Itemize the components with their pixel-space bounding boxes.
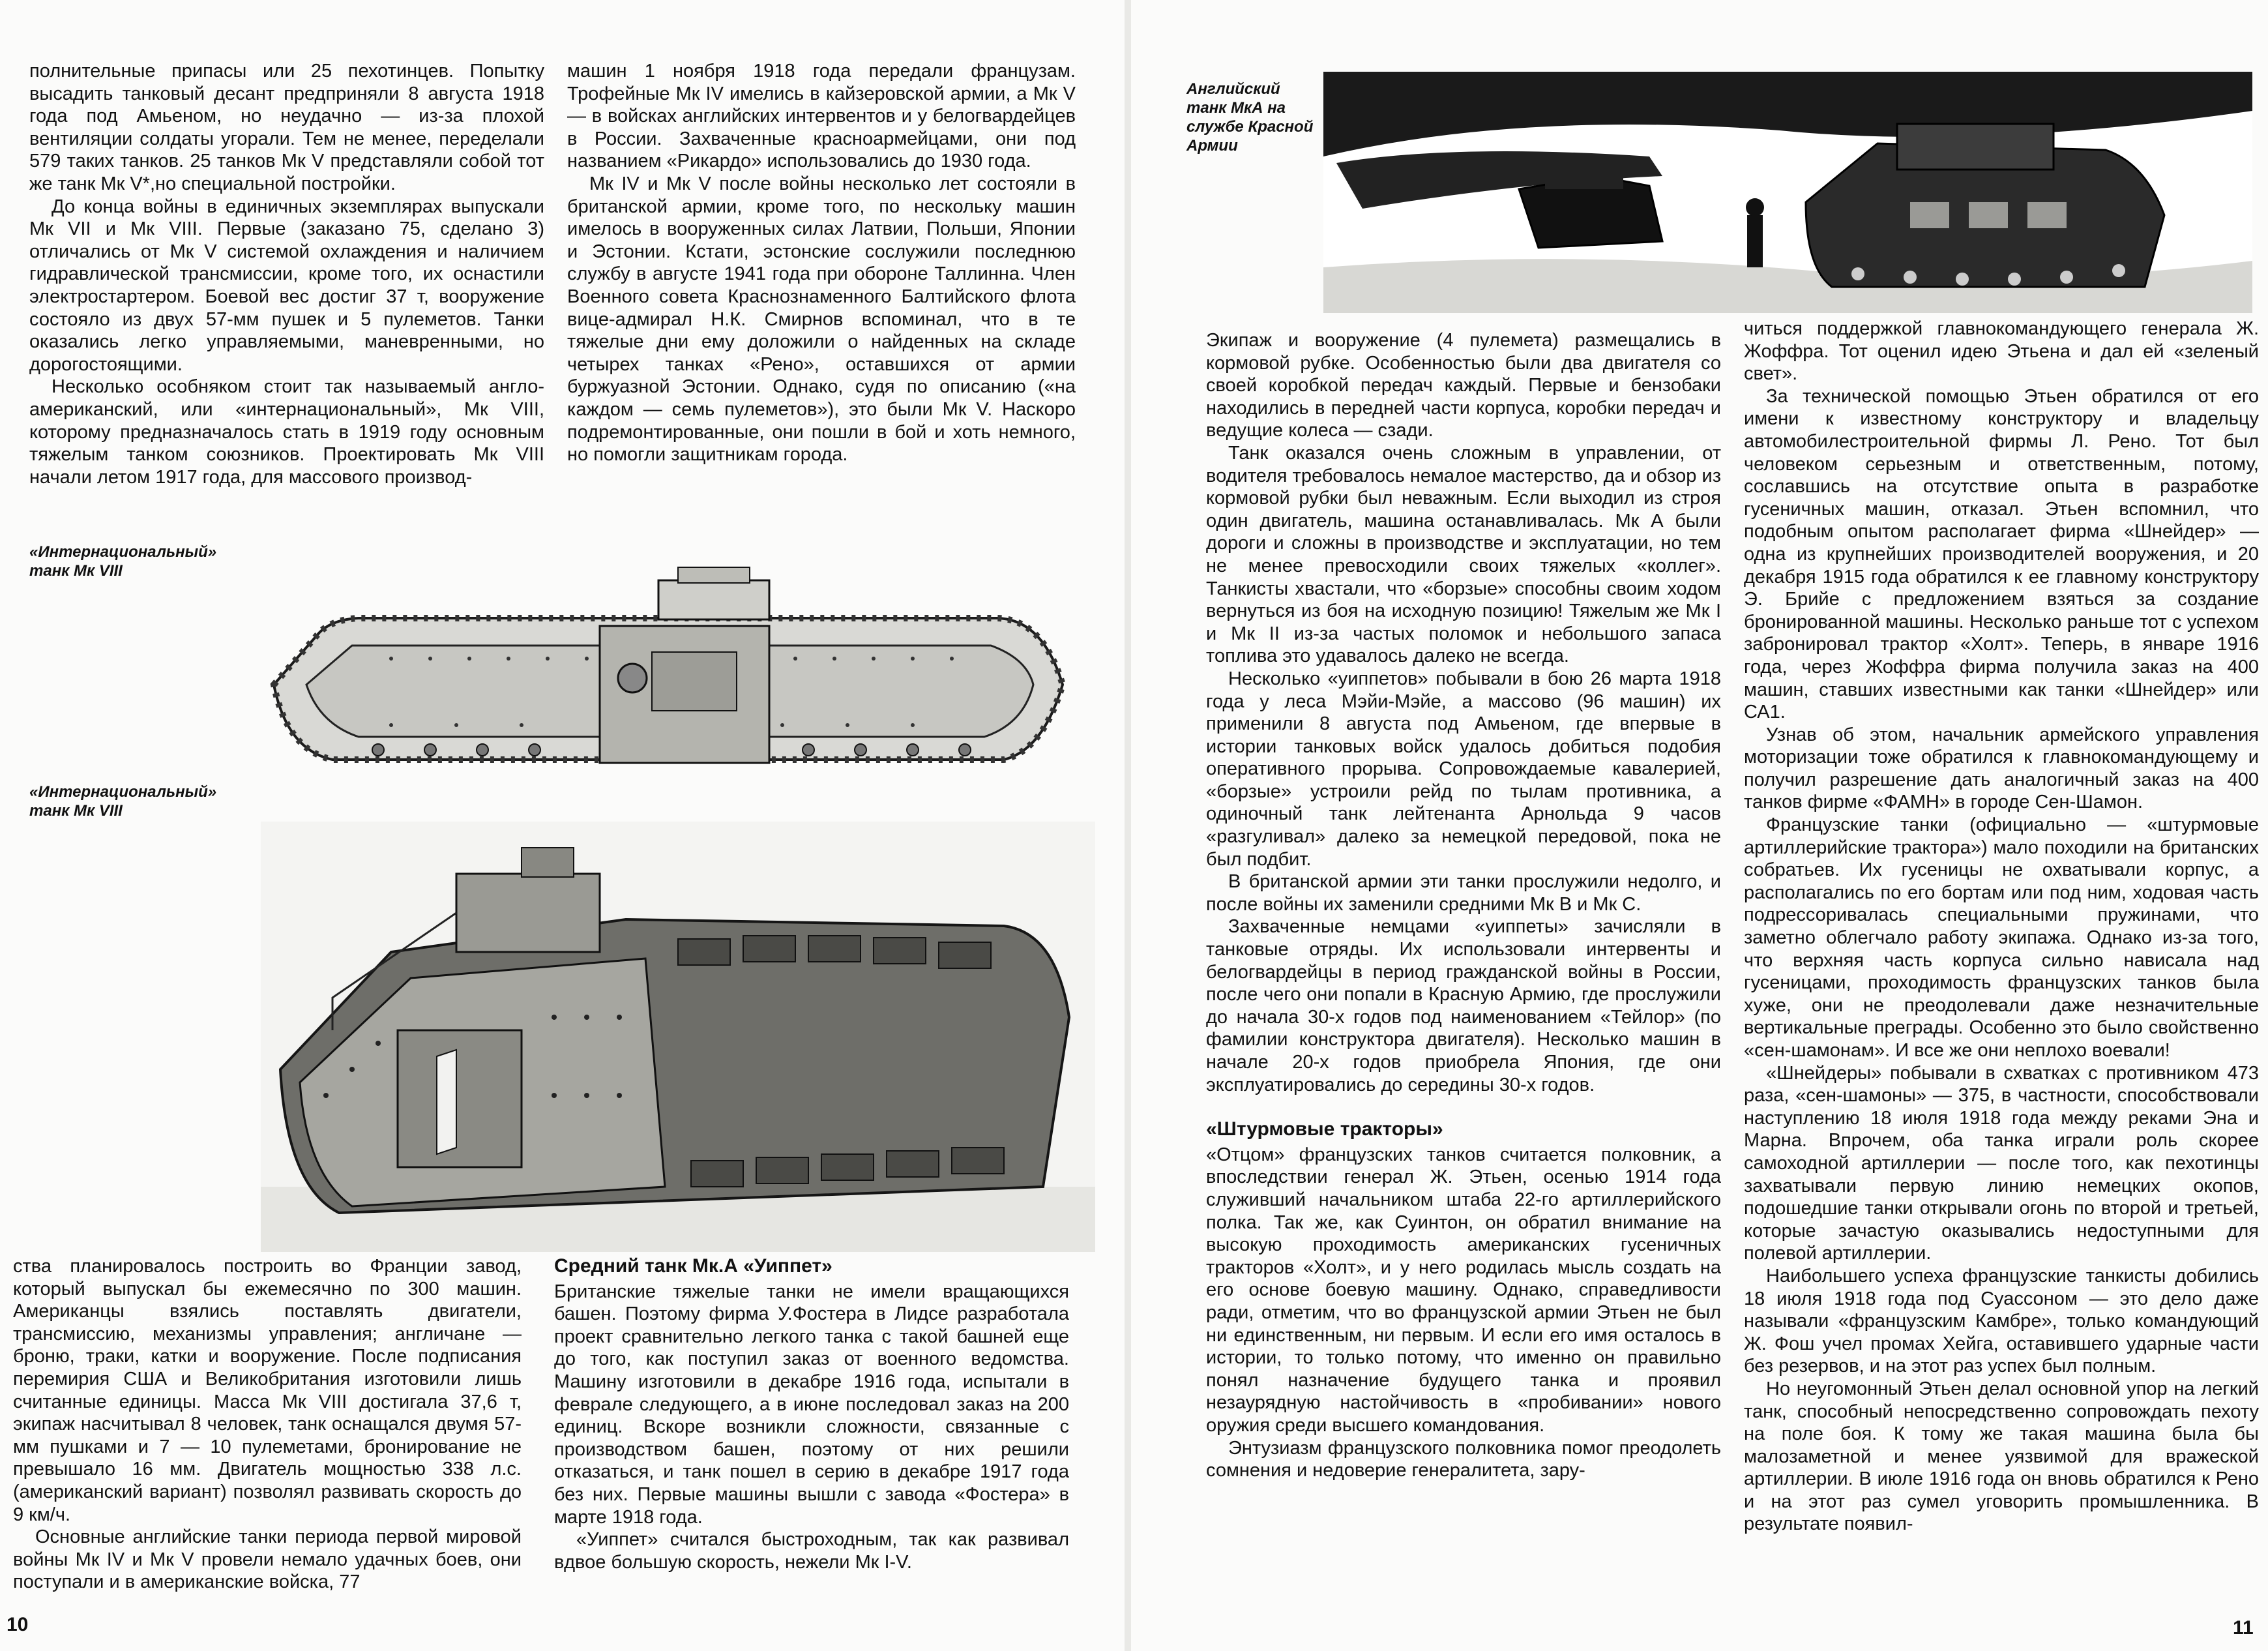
paragraph: Мк IV и Мк V после войны несколько лет состояли в британской армии, кроме того, по нескольку машин имелось в вооруженных силах Латвии, Польши, Японии и Эстонии. Кстати, эстонские сослужили последнюю службу в августе 1941 года при обороне Таллинна. Член Военного совета Краснознаменного Балтийского флота вице-адмирал Н.К. Смирнов вспоминал, что в те тяжелые дни ему доложили о найденных на складе четырех танках «Рено», оставшихся от армии буржуазной Эстонии. Однако, судя по описанию («на каждом — семь пулеметов»), это были Мк V. Наскоро подремонтированные, они пошли в бой и хоть немного, но помогли защитникам города. [567,173,1076,466]
left-page [0,0,1125,1651]
paragraph: В британской армии эти танки прослужили недолго, и после войны их заменили средними Мк В и Мк С. [1206,871,1721,915]
left-col2-bottom [554,1255,1069,1594]
paragraph: Захваченные немцами «уиппеты» зачисляли в танковые отряды. Их использовали интервенты и белогвардейцы в период гражданской войны в России, после чего они попали в Красную Армию, где прослужили до начала 30-х годов под наименованием «Тейлор» (по фамилии конструктора двигателя). Несколько машин в начале 20-х годов приобрела Япония, где они эксплуатировались до середины 30-х годов. [1206,916,1721,1095]
right-page [1131,0,2268,1651]
paragraph: Энтузиазм французского полковника помог преодолеть сомнения и недоверие генералитета, зару- [1206,1437,1721,1481]
left-col1-bottom [13,1255,522,1594]
paragraph: Экипаж и вооружение (4 пулемета) размещались в кормовой рубке. Особенностью были два двигателя со своей коробкой передач каждый. Первые и бензобаки находились в передней части корпуса, коробки передач и ведущие колеса — сзади. [1206,330,1721,441]
paragraph: До конца войны в единичных экземплярах выпускали Мк VII и Мк VIII. Первые (заказано 75, сделано 3) отличались от Мк V системой охлаждения и наличием гидравлической трансмиссии, кроме того, их оснастили электростартером. Боевой вес достиг 37 т, вооружение состояло из двух 57-мм пушек и 5 пулеметов. Танки оказались легко управляемыми, маневренными, но дорогостоящими. [29,196,544,375]
paragraph: «Уиппет» считался быстроходным, так как развивал вдвое большую скорость, нежели Мк I-V. [554,1529,1069,1573]
paragraph: Британские тяжелые танки не имели вращающихся башен. Поэтому фирма У.Фостера в Лидсе разработала проект сравнительно легкого танка с такой башней еще до того, как поступил заказ от военного ведомства. Машину изготовили в декабре 1916 года, испытали в феврале следующего, а в июне последовал заказ на 200 единиц. Вскоре возникли сложности, связанные с производством башен, поэтому от них решили отказаться, и танк пошел в серию в декабре 1917 года без них. Первые машины вышли с завода «Фостера» в марте 1918 года. [554,1281,1069,1528]
paragraph: Танк оказался очень сложным в управлении, от водителя требовалось немалое мастерство, да и обзор из кормовой рубки был неважным. Если выходил из строя один двигатель, машина останавливалась. Мк А были дороги и сложны в производстве и эксплуатации, но тем не менее превосходили своих тяжелых «коллег». Танкисты хвастали, что «борзые» способны своим ходом вернуться из боя на исходную позицию! Тяжелым же Мк I и Мк II из-за частых поломок и небольшого запаса топлива это удавалось далеко не всегда. [1206,442,1721,667]
section-heading-assault-tractors: «Штурмовые тракторы» [1206,1118,1443,1140]
page-gutter [1125,0,1131,1651]
paragraph: Французские танки (официально — «штурмовые артиллерийские трактора») мало походили на британских собратьев. Их гусеницы не охватывали корпус, а располагались по его бортам или под ним, ходовая часть подрессоривалась специальными пружинами, что заметно облегчало работу экипажа. Однако из-за того, что верхняя часть корпуса сильно нависала над гусеницами, проходимость французских танков была хуже, они не преодолевали даже незначительные вертикальные преграды. Особенно это было свойственно «сен-шамонам». И все же они неплохо воевали! [1744,814,2259,1061]
paragraph: Несколько «уиппетов» побывали в бою 26 марта 1918 года у леса Мэйи-Мэйе, а массово (96 машин) их применили 8 августа под Амьеном, где впервые в истории танковых войск удалось добиться подобия оперативного прорыва. Сопровождаемые кавалерией, «борзые» устроили рейд по тылам противника, а одиночный танк лейтенанта Арнольда 9 часов «разгуливал» далеко за немецкой передовой, пока не был подбит. [1206,668,1721,870]
paragraph: Несколько особняком стоит так называемый англо-американский, или «интернациональный», Мк VIII, которому предназначалось стать в 1919 году основным тяжелым танком союзников. Проектировать Мк VIII начали летом 1917 года, для массового производ- [29,376,544,488]
paragraph: Основные английские танки периода первой мировой войны Мк IV и Мк V провели немало удачных боев, они поступали и в американские войска, 77 [13,1526,522,1593]
mka-photo-caption: Английский танк МкА на службе Красной Армии [1186,80,1314,155]
paragraph: За технической помощью Этьен обратился от его имени к известному конструктору и владельцу автомобилестроительной фирмы Л. Рено. Тот был человеком серьезным и ответственным, потому, сославшись на отсутствие опыта в разработке гусеничных машин, отказал. Этьен вспомнил, что подобным опытом располагает фирма «Шнейдер» — одна из крупнейших производителей вооружения, и 20 декабря 1915 года обратился к ее главному конструктору Э. Брийе с предложением взяться за создание бронированной машины. Несколько раньше тот с успехом забронировал трактор «Холт». Теперь, в январе 1916 года, через Жоффра фирма получила заказ на 400 машин, ставших известными как танки «Шнейдер» или СА1. [1744,385,2259,723]
mk8-caption-2: «Интернациональный» танк Мк VIII [29,783,217,820]
mk8-caption-1: «Интернациональный» танк Мк VIII [29,543,217,580]
paragraph: Но неугомонный Этьен делал основной упор на легкий танк, способный непосредственно сопровождать пехоту на поле боя. К тому же такая машина была бы малозаметной и менее уязвимой для вражеской артиллерии. В июле 1916 года он вновь обратился к Рено и на этот раз сумел уговорить промышленника. В результате появил- [1744,1378,2259,1535]
right-col1 [1206,329,1721,1627]
paragraph: ства планировалось построить во Франции завод, который выпускал бы ежемесячно по 300 машин. Американцы взялись поставлять двигатели, трансмиссию, механизмы управления; англичане — броню, траки, катки и вооружение. После подписания перемирия США и Великобритания изготовили лишь считанные единицы. Масса Мк VIII достигала 37,6 т, экипаж насчитывал 8 человек, танк оснащался двумя 57-мм пушками и 7 — 10 пулеметами, бронирование не превышало 16 мм. Двигатель мощностью 338 л.с. (американский вариант) позволял развивать скорость до 9 км/ч. [13,1256,522,1525]
mk8-photo [261,822,1095,1252]
page-number-left: 10 [7,1614,29,1635]
paragraph: полнительные припасы или 25 пехотинцев. Попытку высадить танковый десант предприняли 8 августа 1918 года под Амьеном, но неудачно — из-за плохой вентиляции солдаты угорали. Тем не менее, переделали 579 таких танков. 25 танков Мк V представляли собой тот же танк Мк V*,но специальной постройки. [29,61,544,194]
right-col2 [1744,318,2259,1628]
paragraph: Наибольшего успеха французские танкисты добились 18 июля 1918 года под Суассоном — это дело даже называли «французским Камбре», только командующий Ж. Фош учел промах Хейга, оставившего ударные части без резервов, и на этот раз успех был полным. [1744,1265,2259,1377]
left-col2-top [567,60,1076,529]
left-col1-top [29,60,544,529]
paragraph: «Шнейдеры» побывали в схватках с противником 473 раза, «сен-шамоны» — 375, в частности, способствовали наступлению 18 июля 1918 года между реками Эна и Марна. Впрочем, оба танка играли роль скорее самоходной артиллерии — после того, как пехотинцы захватывали первую линию немецких окопов, подошедшие танки открывали огонь по второй и третьей, которые зачастую оказывались недоступными для полевой артиллерии. [1744,1062,2259,1264]
paragraph: Узнав об этом, начальник армейского управления моторизации тоже обратился к главнокомандующему и получил разрешение дать аналогичный заказ на 400 танков фирме «ФАМН» в городе Сен-Шамон. [1744,724,2259,813]
paragraph: читься поддержкой главнокомандующего генерала Ж. Жоффра. Тот оценил идею Этьена и дал ей «зеленый свет». [1744,318,2259,385]
mk8-side-view-illustration [261,554,1076,776]
page-number-right: 11 [2233,1617,2254,1639]
paragraph: «Отцом» французских танков считается полковник, а впоследствии генерал Ж. Этьен, осенью 1914 года служивший начальником штаба 22-го артиллерийского полка. Так же, как Суинтон, он обратил внимание на высокую проходимость американских гусеничных тракторов «Холт», и у него родилась мысль создать на его основе боевую машину. Однако, справедливости ради, отметим, что во французской армии Этьен не был ни единственным, ни первым. И если его имя осталось в истории, то только потому, что именно он правильно понял назначение будущего танка и проявил незаурядную настойчивость в «пробивании» нового оружия среди высшего командования. [1206,1144,1721,1436]
mka-photo [1323,72,2252,313]
section-heading-whippet: Средний танк Мк.А «Уиппет» [554,1255,832,1277]
paragraph: машин 1 ноября 1918 года передали французам. Трофейные Мк IV имелись в кайзеровской армии, а Мк V — в войсках английских интервентов и у белогвардейцев в России. Захваченные красноармейцами, они под названием «Рикардо» использовались до 1930 года. [567,61,1076,172]
